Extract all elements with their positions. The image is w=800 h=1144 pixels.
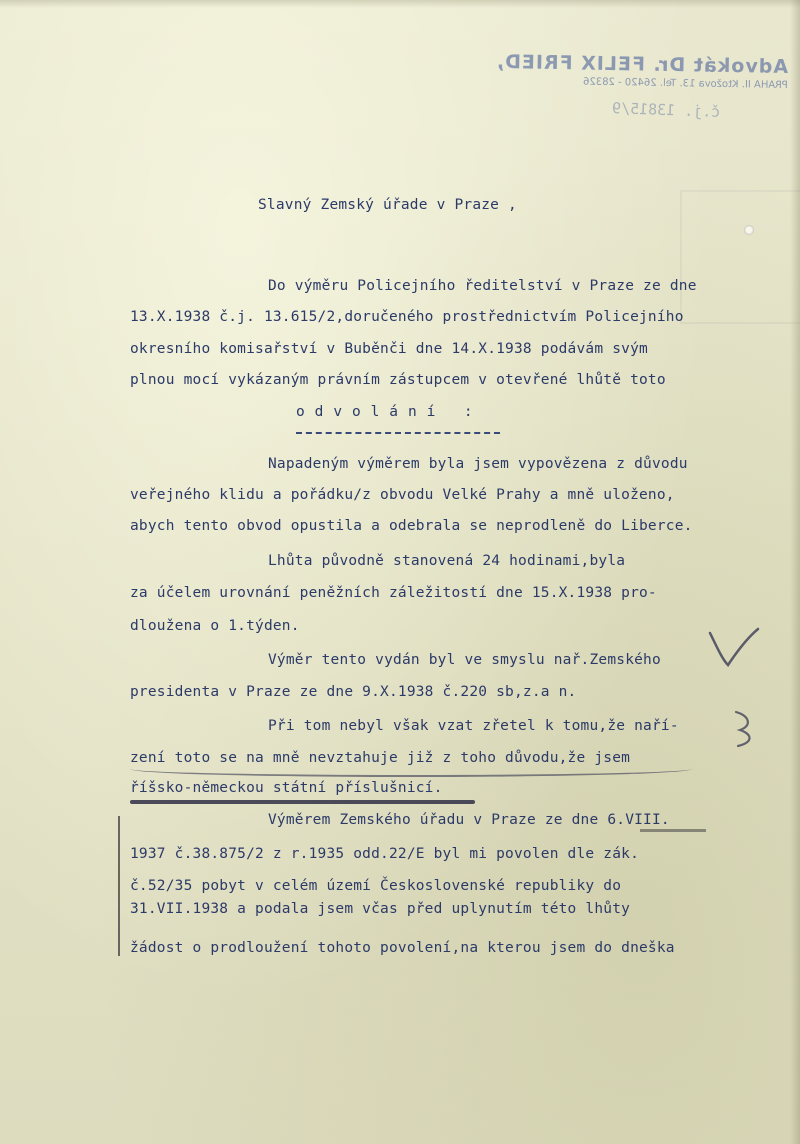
- heading-odvolani: o d v o l á n í :: [296, 404, 474, 420]
- text-line-6: Napadeným výměrem byla jsem vypovězena z důvodu: [268, 456, 688, 472]
- margin-pencil-bar: [118, 816, 120, 956]
- text-line-9: Lhůta původně stanovená 24 hodinami,byla: [268, 553, 626, 569]
- stamp-line-2: PRAHA II. Ktožova 13. Tel. 26420 - 28326: [582, 76, 788, 92]
- stamp-line-1: Advokát Dr. FELIX FRIED,: [495, 50, 789, 79]
- handwritten-v-mark: [706, 625, 766, 669]
- text-line-8: abych tento obvod opustila a odebrala se neprodleně do Liberce.: [130, 518, 693, 534]
- paper-edge-right: [790, 0, 800, 1144]
- text-line-14: Při tom nebyl však vzat zřetel k tomu,že naří-: [268, 718, 679, 734]
- heading-underline: [296, 432, 500, 434]
- text-line-13: presidenta v Praze ze dne 9.X.1938 č.220 sb,z.a n.: [130, 684, 577, 700]
- text-line-18: 1937 č.38.875/2 z r.1935 odd.22/E byl mi povolen dle zák.: [130, 846, 639, 862]
- text-line-7: veřejného klidu a pořádku/z obvodu Velké Prahy a mně uloženo,: [130, 487, 675, 503]
- text-line-17: Výměrem Zemského úřadu v Praze ze dne 6.VIII.: [268, 812, 670, 828]
- text-line-10: za účelem urovnání peněžních záležitostí dne 15.X.1938 pro-: [130, 585, 657, 601]
- text-line-11: dloužena o 1.týden.: [130, 618, 300, 634]
- bold-pencil-underline: [130, 800, 475, 804]
- text-line-2: 13.X.1938 č.j. 13.615/2,doručeného prostřednictvím Policejního: [130, 309, 684, 325]
- salutation: Slavný Zemský úřade v Praze ,: [258, 197, 517, 213]
- text-line-15: zení toto se na mně nevztahuje již z toho důvodu,že jsem: [130, 750, 631, 766]
- text-line-3: okresního komisařství v Buběnči dne 14.X.1938 podávám svým: [130, 341, 648, 357]
- text-line-16: říšsko-německou státní příslušnicí.: [130, 780, 443, 796]
- pencil-underline: [130, 769, 692, 777]
- ghost-reference-number: č.j. 13815/9: [611, 99, 721, 121]
- punch-hole: [744, 225, 754, 235]
- text-line-4: plnou mocí vykázaným právním zástupcem v otevřené lhůtě toto: [130, 372, 666, 388]
- paper-edge-top: [0, 0, 800, 8]
- text-line-21: žádost o prodloužení tohoto povolení,na kterou jsem do dneška: [130, 940, 675, 956]
- text-line-20: 31.VII.1938 a podala jsem včas před uplynutím této lhůty: [130, 901, 631, 917]
- text-line-1: Do výměru Policejního ředitelství v Praze ze dne: [268, 278, 697, 294]
- text-line-19: č.52/35 pobyt v celém území Československé republiky do: [130, 878, 622, 894]
- text-line-12: Výměr tento vydán byl ve smyslu nař.Zemského: [268, 652, 661, 668]
- lawyer-stamp: [495, 50, 789, 92]
- handwritten-bracket-mark: [730, 708, 760, 748]
- pencil-tick-mark: [640, 829, 706, 832]
- faint-bleedthrough-stamp: [680, 190, 800, 324]
